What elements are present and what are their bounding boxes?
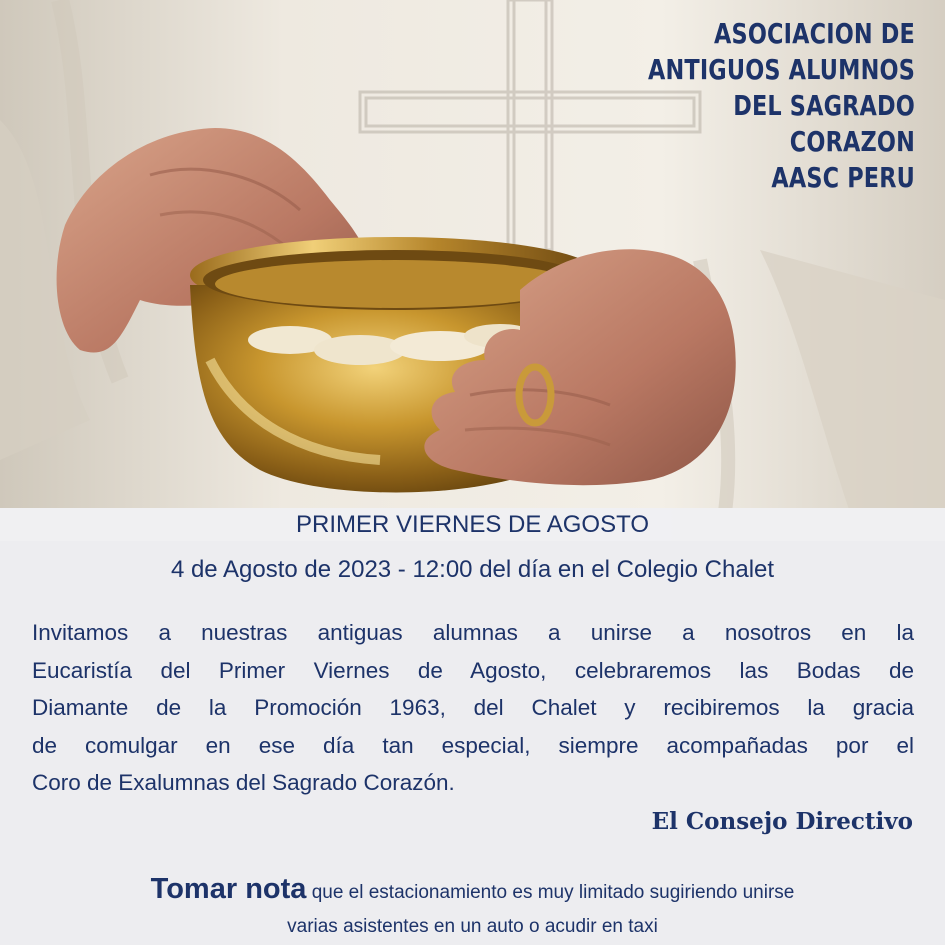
organization-name-line: CORAZON: [789, 125, 915, 158]
note-line-1: [0, 870, 945, 912]
invitation-line: Coro de Exalumnas del Sagrado Corazón.: [32, 770, 455, 795]
organization-name-line: ASOCIACION DE: [714, 17, 915, 50]
organization-name-line: ANTIGUOS ALUMNOS: [647, 53, 915, 86]
event-date-line: 4 de Agosto de 2023 - 12:00 del día en el Colegio Chalet: [170, 556, 775, 583]
invitation-line: Invitamos a nuestras antiguas alumnas a unirse a nosotros en la: [32, 620, 914, 645]
note-line-2: varias asistentes en un auto o acudir en taxi: [287, 916, 658, 937]
note-emphasis: Tomar nota: [150, 873, 307, 905]
invitation-line: Eucaristía del Primer Viernes de Agosto, celebraremos las Bodas de: [32, 657, 914, 683]
invitation-text: [32, 614, 914, 802]
note-line-1-text: que el estacionamiento es muy limitado sugiriendo unirse: [311, 882, 795, 903]
parking-note: [0, 870, 945, 942]
invitation-line: Diamante de la Promoción 1963, del Chalet y recibiremos la gracia: [32, 695, 914, 720]
organization-name: [627, 16, 915, 196]
invitation-line: de comulgar en ese día tan especial, siempre acompañadas por el: [32, 732, 914, 758]
signature: El Consejo Directivo: [651, 808, 913, 835]
organization-name-line: AASC PERU: [771, 161, 915, 194]
event-title: PRIMER VIERNES DE AGOSTO: [296, 511, 649, 538]
organization-name-line: DEL SAGRADO: [733, 89, 915, 122]
